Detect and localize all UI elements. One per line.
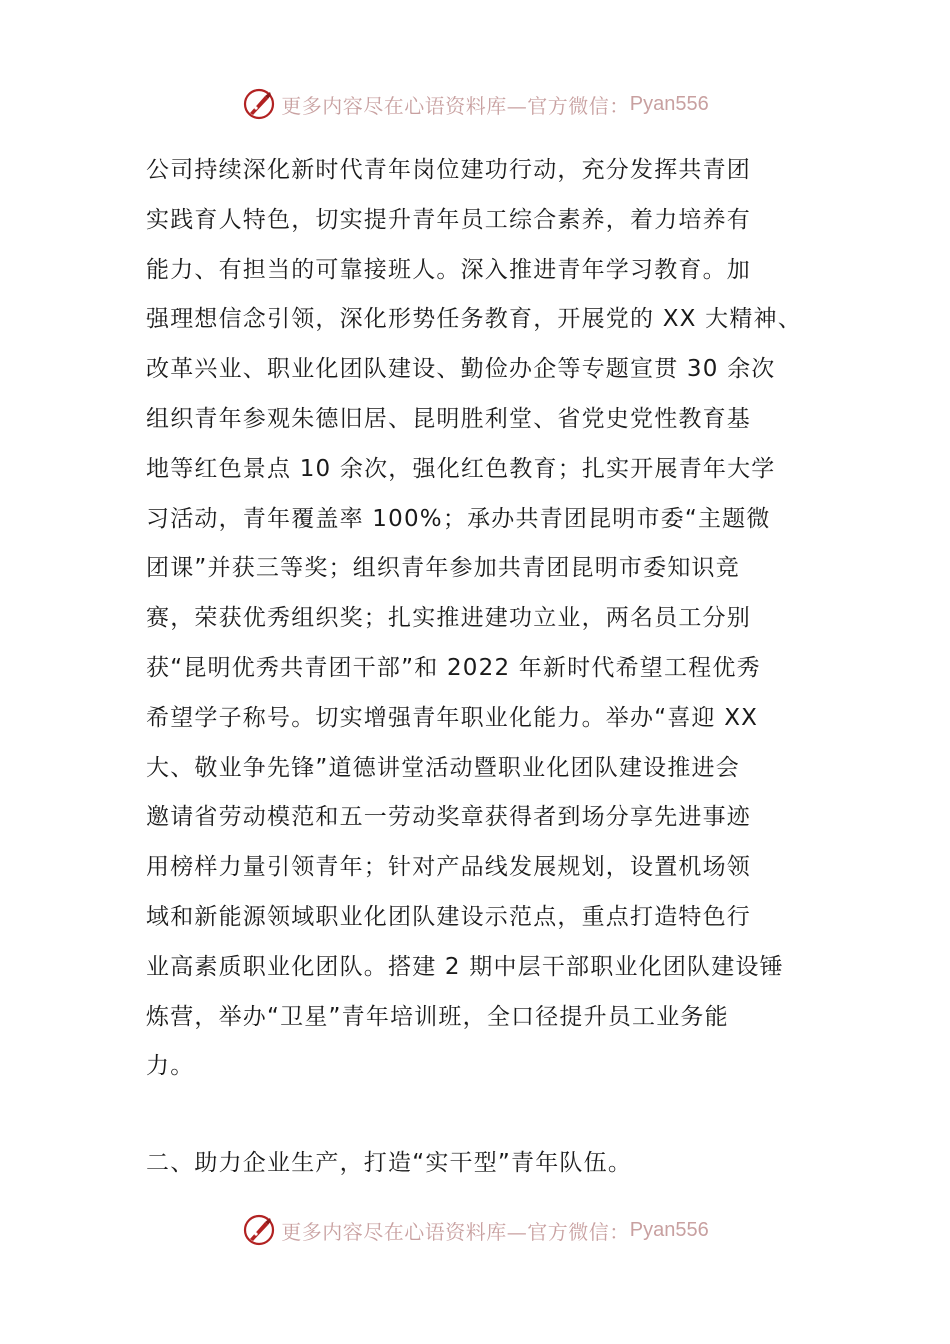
pen-nib-logo-icon	[241, 1212, 277, 1248]
body-line: 邀请省劳动模范和五一劳动奖章获得者到场分享先进事迹	[146, 804, 751, 831]
body-line: 组织青年参观朱德旧居、昆明胜利堂、省党史党性教育基	[146, 405, 751, 432]
body-paragraph	[146, 146, 814, 1092]
pen-nib-logo-icon	[241, 86, 277, 122]
body-line: 公司持续深化新时代青年岗位建功行动，充分发挥共青团	[146, 157, 751, 183]
body-line: 习活动，青年覆盖率 100%；承办共青团昆明市委“主题微	[146, 505, 771, 532]
footer-watermark-id: Pyan556	[629, 1218, 709, 1241]
body-line: 用榜样力量引领青年；针对产品线发展规划，设置机场领	[146, 854, 751, 881]
header-watermark-text: 更多内容尽在心语资料库—官方微信：	[281, 93, 630, 118]
body-line: 力。	[146, 1053, 195, 1080]
body-line: 团课”并获三等奖；组织青年参加共青团昆明市委知识竞	[146, 555, 740, 582]
body-line: 改革兴业、职业化团队建设、勤俭办企等专题宣贯 30 余次	[146, 356, 776, 383]
section-heading: 二、助力企业生产，打造“实干型”青年队伍。	[146, 1150, 633, 1176]
body-line: 能力、有担当的可靠接班人。深入推进青年学习教育。加	[146, 256, 751, 283]
body-line: 赛，荣获优秀组织奖；扎实推进建功立业，两名员工分别	[146, 605, 751, 632]
body-line: 大、敬业争先锋”道德讲堂活动暨职业化团队建设推进会	[146, 754, 740, 781]
header-watermark-id: Pyan556	[629, 92, 709, 115]
body-line: 域和新能源领域职业化团队建设示范点，重点打造特色行	[146, 903, 751, 930]
body-content	[146, 146, 814, 1092]
body-line: 业高素质职业化团队。搭建 2 期中层干部职业化团队建设锤	[146, 953, 784, 980]
body-line: 实践育人特色，切实提升青年员工综合素养，着力培养有	[146, 206, 751, 233]
body-line: 炼营，举办“卫星”青年培训班，全口径提升员工业务能	[146, 1003, 729, 1030]
body-line: 强理想信念引领，深化形势任务教育，开展党的 XX 大精神、	[146, 306, 802, 333]
body-line: 获“昆明优秀共青团干部”和 2022 年新时代希望工程优秀	[146, 654, 761, 681]
header-watermark	[0, 84, 950, 124]
footer-watermark-text: 更多内容尽在心语资料库—官方微信：	[281, 1219, 630, 1244]
footer-watermark	[0, 1210, 950, 1250]
body-line: 希望学子称号。切实增强青年职业化能力。举办“喜迎 XX	[146, 704, 759, 731]
body-line: 地等红色景点 10 余次，强化红色教育；扎实开展青年大学	[146, 455, 776, 482]
